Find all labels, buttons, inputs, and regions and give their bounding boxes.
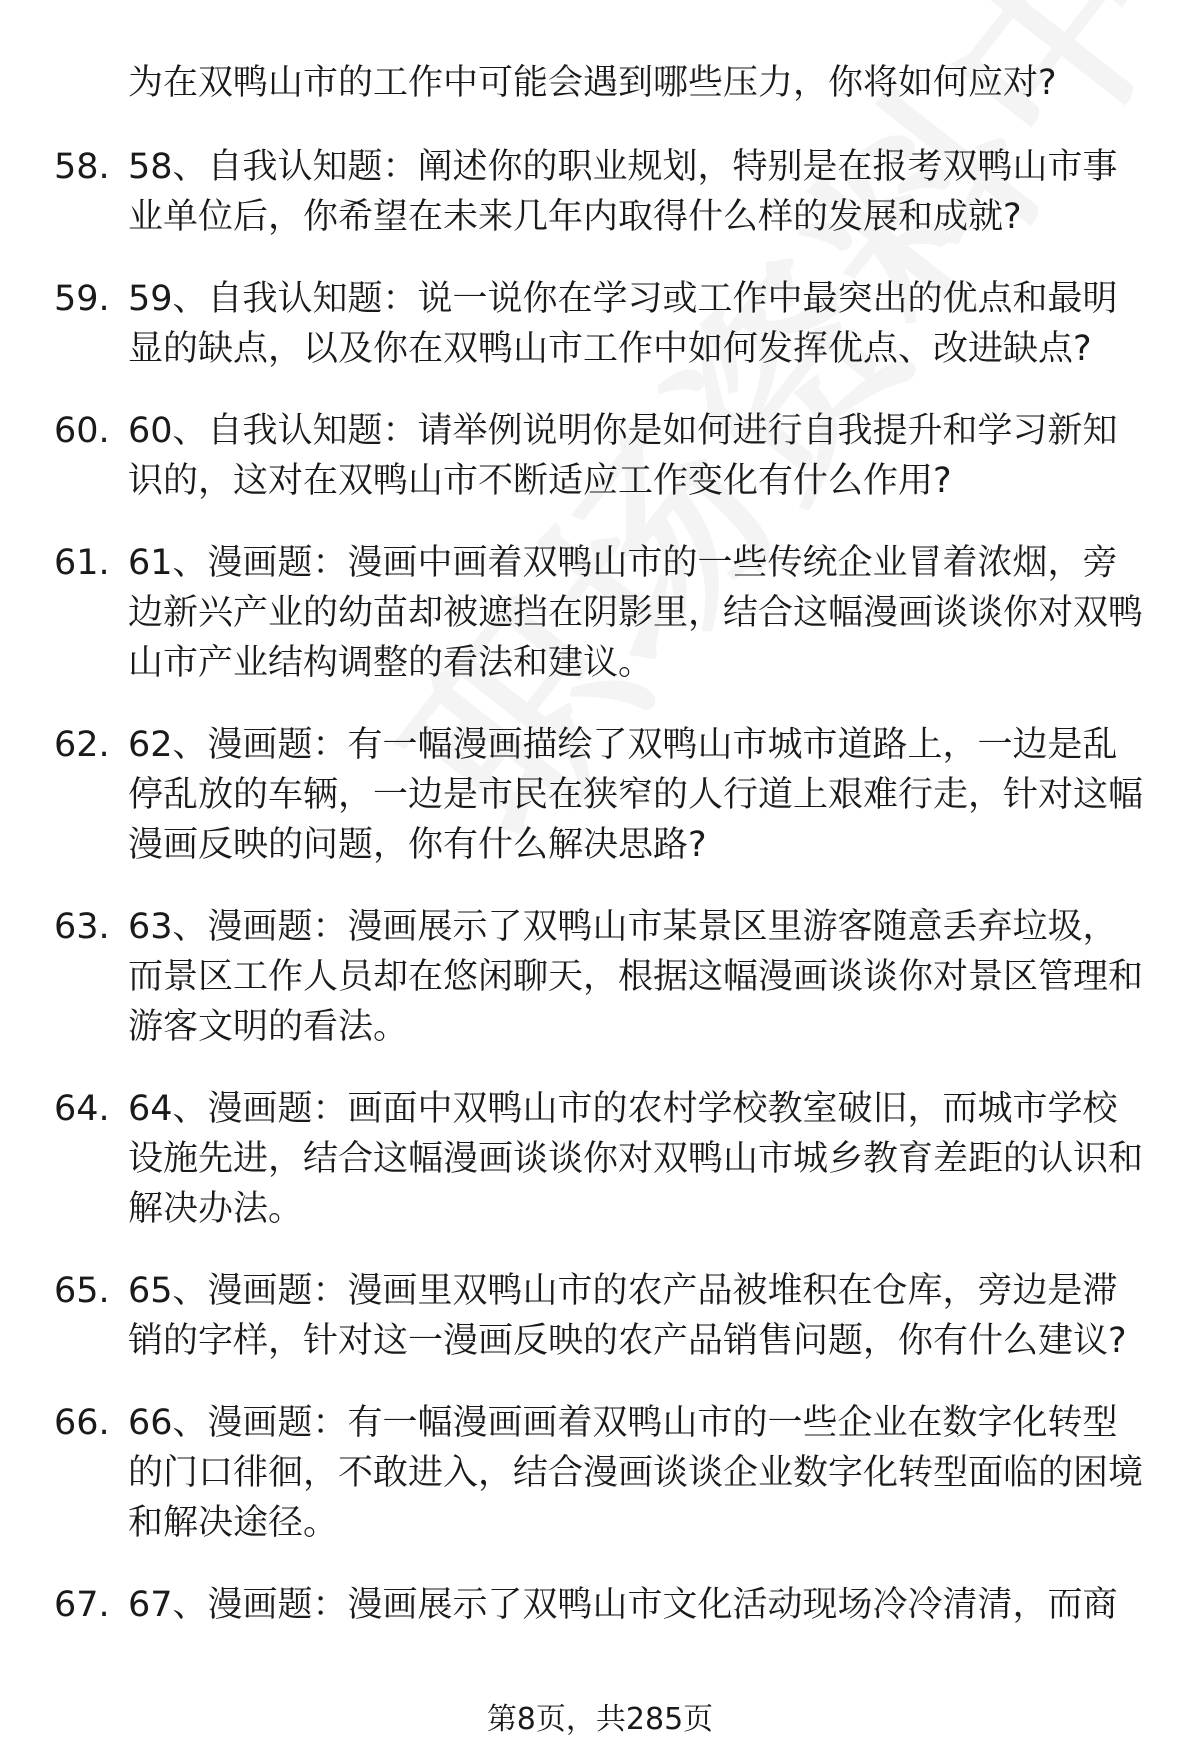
list-item xyxy=(0,142,1148,242)
list-item xyxy=(0,1266,1148,1366)
question-list xyxy=(0,56,1200,1662)
item-text: 59、自我认知题：说一说你在学习或工作中最突出的优点和最明显的缺点，以及你在双鸭山市工作中如何发挥优点、改进缺点? xyxy=(128,279,1118,369)
item-number: 61. xyxy=(54,543,110,583)
list-item xyxy=(0,538,1148,688)
item-number: 66. xyxy=(54,1403,110,1443)
item-text: 66、漫画题：有一幅漫画画着双鸭山市的一些企业在数字化转型的门口徘徊，不敢进入，结合漫画谈谈企业数字化转型面临的困境和解决途径。 xyxy=(128,1403,1144,1543)
item-text: 65、漫画题：漫画里双鸭山市的农产品被堆积在仓库，旁边是滞销的字样，针对这一漫画反映的农产品销售问题，你有什么建议? xyxy=(128,1271,1127,1361)
item-text: 64、漫画题：画面中双鸭山市的农村学校教室破旧，而城市学校设施先进，结合这幅漫画谈谈你对双鸭山市城乡教育差距的认识和解决办法。 xyxy=(128,1089,1144,1229)
list-item xyxy=(0,1084,1148,1234)
list-item xyxy=(0,902,1148,1052)
item-text: 61、漫画题：漫画中画着双鸭山市的一些传统企业冒着浓烟，旁边新兴产业的幼苗却被遮挡在阴影里，结合这幅漫画谈谈你对双鸭山市产业结构调整的看法和建议。 xyxy=(128,543,1144,683)
item-text: 63、漫画题：漫画展示了双鸭山市某景区里游客随意丢弃垃圾，而景区工作人员却在悠闲聊天，根据这幅漫画谈谈你对景区管理和游客文明的看法。 xyxy=(128,907,1144,1047)
item-text: 62、漫画题：有一幅漫画描绘了双鸭山市城市道路上，一边是乱停乱放的车辆，一边是市民在狭窄的人行道上艰难行走，针对这幅漫画反映的问题，你有什么解决思路? xyxy=(128,725,1144,865)
item-number: 59. xyxy=(54,279,110,319)
item-text: 67、漫画题：漫画展示了双鸭山市文化活动现场冷冷清清，而商 xyxy=(128,1585,1118,1625)
list-item xyxy=(0,720,1148,870)
list-item xyxy=(0,406,1148,506)
list-item xyxy=(0,274,1148,374)
page-footer: 第8页，共285页 xyxy=(486,1702,714,1737)
list-item xyxy=(0,1580,1148,1630)
continuation-text: 为在双鸭山市的工作中可能会遇到哪些压力，你将如何应对? xyxy=(128,63,1057,103)
item-number: 60. xyxy=(54,411,110,451)
item-text: 58、自我认知题：阐述你的职业规划，特别是在报考双鸭山市事业单位后，你希望在未来几年内取得什么样的发展和成就? xyxy=(128,147,1118,237)
item-number: 67. xyxy=(54,1585,110,1625)
item-number: 63. xyxy=(54,907,110,947)
list-item xyxy=(0,1398,1148,1548)
item-number: 62. xyxy=(54,725,110,765)
item-number: 65. xyxy=(54,1271,110,1311)
item-number: 58. xyxy=(54,147,110,187)
item-number: 64. xyxy=(54,1089,110,1129)
item-text: 60、自我认知题：请举例说明你是如何进行自我提升和学习新知识的，这对在双鸭山市不断适应工作变化有什么作用? xyxy=(128,411,1118,501)
